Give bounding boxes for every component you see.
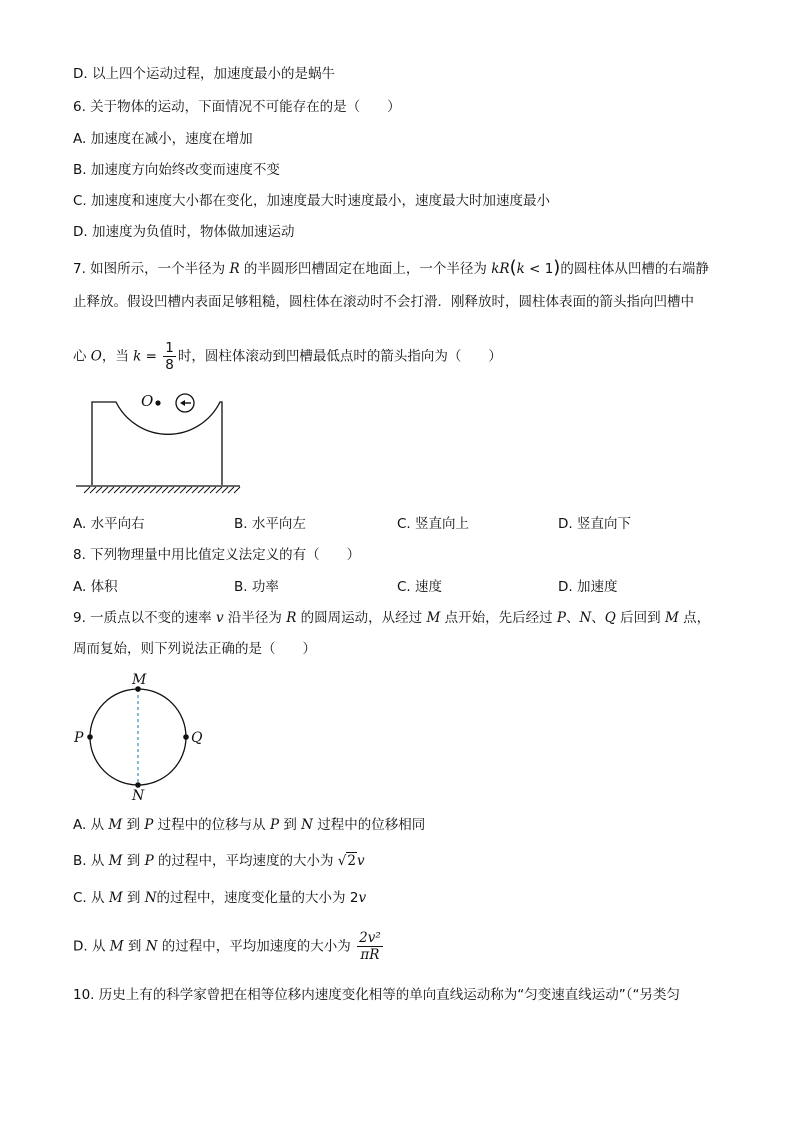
sqrt-two-v: √2: [337, 853, 356, 869]
q7-stem-line2: 止释放。假设凹槽内表面足够粗糙，圆柱体在滚动时不会打滑．刚释放时，圆柱体表面的箭头指向凹槽中: [73, 294, 694, 310]
point-p-dot: [87, 734, 93, 740]
groove-center-dot: [155, 400, 160, 405]
q8-option-d: D. 加速度: [558, 579, 618, 595]
point-n-label: N: [132, 788, 145, 804]
point-q-label: Q: [191, 730, 203, 746]
point-p-label: P: [74, 730, 84, 746]
point-m-label: M: [132, 672, 147, 688]
q8-option-b: B. 功率: [234, 579, 279, 595]
q7-stem-line1: 7. 如图所示，一个半径为 R 的半圆形凹槽固定在地面上，一个半径为 kR(k < 1)的圆柱体从凹槽的右端静: [73, 257, 709, 278]
q7-groove-figure: [70, 385, 250, 500]
q7-option-c: C. 竖直向上: [397, 516, 470, 532]
fraction-2v2-over-pir: $\frac{\text{2v²}}{\pi R}$: [359, 930, 381, 963]
q7-option-d: D. 竖直向下: [558, 516, 631, 532]
ground-hatching: [84, 487, 240, 493]
q7-option-b: B. 水平向左: [234, 516, 306, 532]
q9-option-d: D. 从 M 到 N 的过程中，平均加速度的大小为 $\frac{\text{2v²}}{\pi R}$: [73, 930, 381, 963]
q9-stem-line1: 9. 一质点以不变的速率 v 沿半径为 R 的圆周运动，从经过 M 点开始，先后经过 P、N、Q 后回到 M 点，: [73, 610, 711, 626]
q8-stem: 8. 下列物理量中用比值定义法定义的有（ ）: [73, 547, 361, 563]
groove-body: [92, 402, 222, 485]
q6-option-c: C. 加速度和速度大小都在变化，加速度最大时速度最小，速度最大时加速度最小: [73, 193, 551, 209]
q8-option-c: C. 速度: [397, 579, 443, 595]
point-q-dot: [183, 734, 189, 740]
q9-option-a: A. 从 M 到 P 过程中的位移与从 P 到 N 过程中的位移相同: [73, 817, 426, 833]
q6-stem: 6. 关于物体的运动，下面情况不可能存在的是（ ）: [73, 99, 401, 115]
point-n-dot: [135, 782, 141, 788]
q7-option-a: A. 水平向右: [73, 516, 145, 532]
q9-circle-figure: [70, 670, 210, 805]
q9-option-c: C. 从 M 到 N的过程中，速度变化量的大小为 2v: [73, 890, 367, 906]
q6-option-d: D. 加速度为负值时，物体做加速运动: [73, 224, 295, 240]
fraction-one-eighth: $\frac{1}{8}$: [165, 340, 174, 373]
q7-stem-line3: 心 O，当 k = $\frac{1}{8}$ 时，圆柱体滚动到凹槽最低点时的箭头指向为（ ）: [73, 340, 502, 373]
q6-option-b: B. 加速度方向始终改变而速度不变: [73, 162, 280, 178]
q6-option-a: A. 加速度在减小，速度在增加: [73, 131, 253, 147]
q10-stem: 10. 历史上有的科学家曾把在相等位移内速度变化相等的单向直线运动称为“匀变速直线运动”（“另类匀: [73, 987, 680, 1003]
groove-center-label: O: [141, 392, 154, 410]
q5-option-d: D. 以上四个运动过程，加速度最小的是蜗牛: [73, 66, 335, 82]
q8-option-a: A. 体积: [73, 579, 118, 595]
q9-stem-line2: 周而复始，则下列说法正确的是（ ）: [73, 641, 316, 657]
q9-option-b: B. 从 M 到 P 的过程中，平均速度的大小为 √2v: [73, 853, 365, 869]
